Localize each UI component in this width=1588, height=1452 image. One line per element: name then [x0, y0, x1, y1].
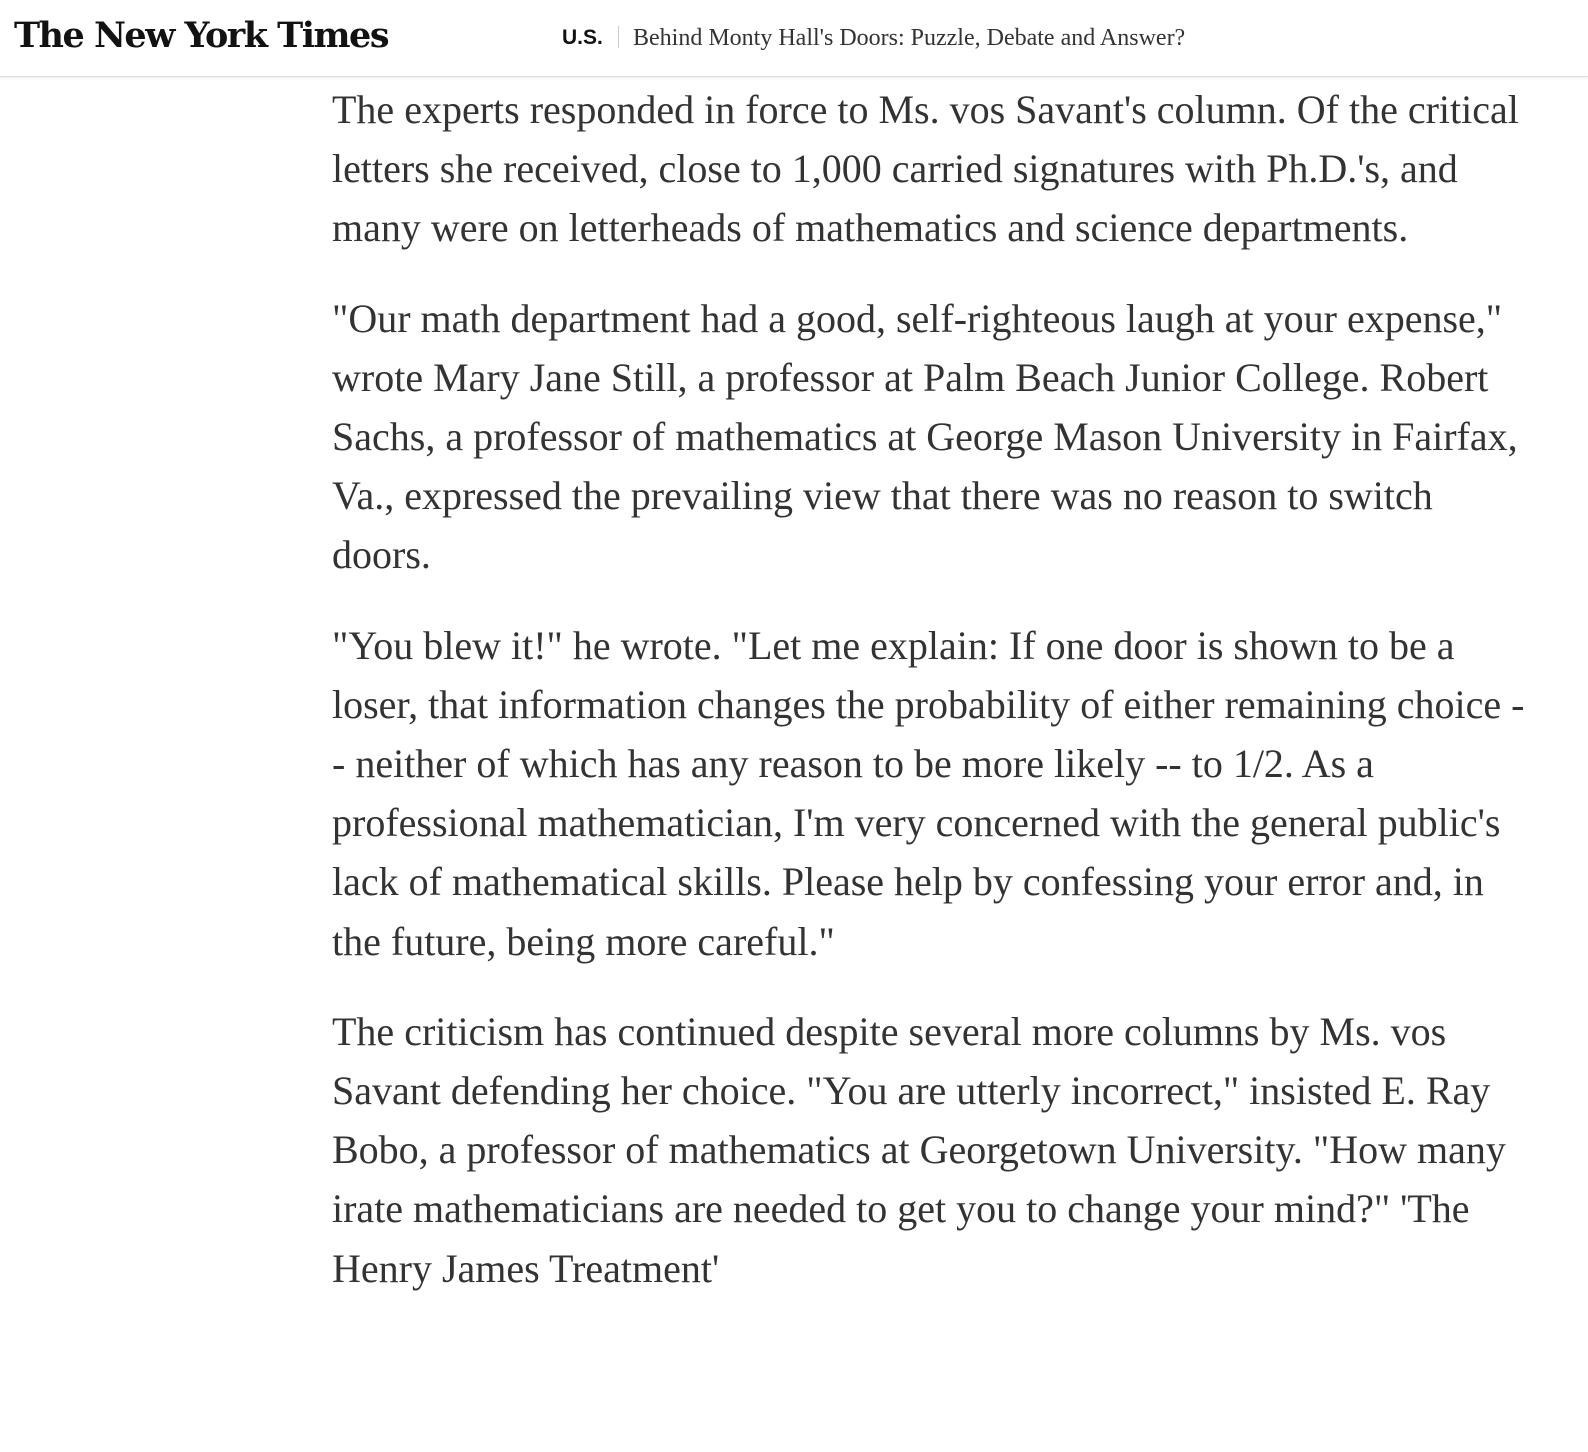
article-paragraph: The criticism has continued despite several more columns by Ms. vos Savant defending her choice. "You are utterly incorrect," insisted E. Ray Bobo, a professor of mathematics at Georgetown University. "How many irate mathematicians are needed to get you to change your mind?" 'The Henry James Treatment' [332, 1008, 1506, 1291]
nyt-logo[interactable]: The New York Times [14, 15, 389, 56]
article-paragraph: "Our math department had a good, self-righteous laugh at your expense," wrote Mary Jane Still, a professor at Palm Beach Junior College. Robert Sachs, a professor of mathematics at George Mason University in Fairfax, Va., expressed the prevailing view that there was no reason to switch doors. [332, 295, 1518, 578]
article-body [332, 80, 1528, 1329]
article-paragraph: The experts responded in force to Ms. vos Savant's column. Of the critical letters she received, close to 1,000 carried signatures with Ph.D.'s, and many were on letterheads of mathematics and science departments. [332, 87, 1519, 251]
header-divider [618, 26, 619, 48]
site-header [0, 0, 1588, 77]
article-paragraph: "You blew it!" he wrote. "Let me explain: If one door is shown to be a loser, that information changes the probability of either remaining choice -- neither of which has any reason to be more likely -- to 1/2. As a professional mathematician, I'm very concerned with the general public's lack of mathematical skills. Please help by confessing your error and, in the future, being more careful." [332, 622, 1525, 964]
article-headline: Behind Monty Hall's Doors: Puzzle, Debate and Answer? [633, 25, 1186, 51]
section-link-us[interactable]: U.S. [562, 26, 603, 49]
